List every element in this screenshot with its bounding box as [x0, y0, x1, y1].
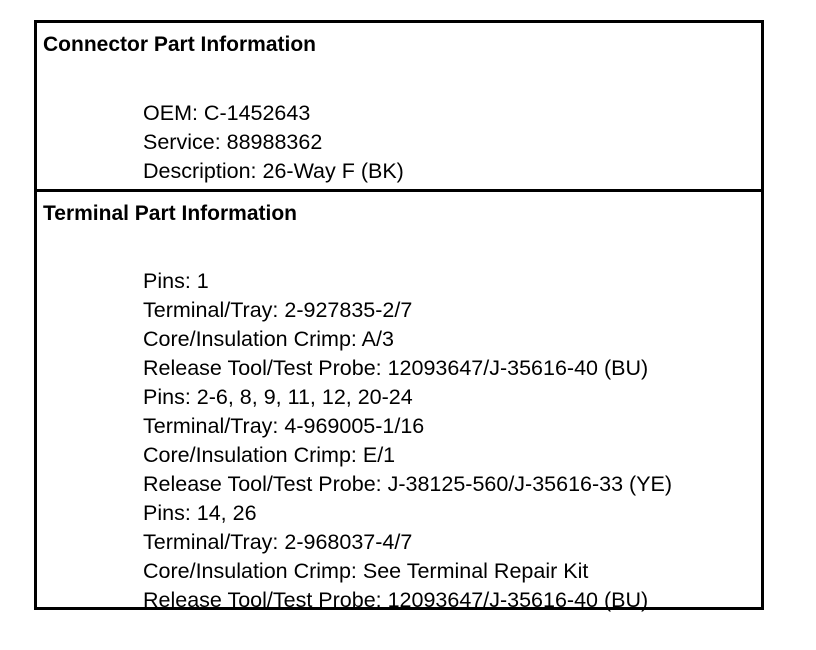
terminal-section-title: Terminal Part Information: [43, 202, 297, 225]
connector-info-list: [143, 99, 404, 186]
terminal-tray-line: Terminal/Tray: 2-927835-2/7: [143, 298, 413, 322]
terminal-info-list: [143, 267, 672, 615]
terminal-crimp-line: Core/Insulation Crimp: See Terminal Repair Kit: [143, 559, 589, 583]
connector-oem-line: OEM: C-1452643: [143, 101, 311, 125]
part-information-table: [34, 20, 764, 610]
connector-service-line: Service: 88988362: [143, 130, 323, 154]
terminal-crimp-line: Core/Insulation Crimp: A/3: [143, 327, 394, 351]
connector-part-section: [37, 23, 761, 189]
terminal-pins-line: Pins: 14, 26: [143, 501, 257, 525]
terminal-tray-line: Terminal/Tray: 2-968037-4/7: [143, 530, 413, 554]
terminal-pins-line: Pins: 2-6, 8, 9, 11, 12, 20-24: [143, 385, 413, 409]
connector-description-line: Description: 26-Way F (BK): [143, 159, 404, 183]
terminal-tray-line: Terminal/Tray: 4-969005-1/16: [143, 414, 425, 438]
terminal-release-tool-line: Release Tool/Test Probe: 12093647/J-35616-40 (BU): [143, 356, 649, 380]
terminal-crimp-line: Core/Insulation Crimp: E/1: [143, 443, 396, 467]
terminal-pins-line: Pins: 1: [143, 269, 209, 293]
terminal-release-tool-line: Release Tool/Test Probe: 12093647/J-35616-40 (BU): [143, 588, 649, 612]
terminal-part-section: [37, 189, 761, 612]
connector-section-title: Connector Part Information: [43, 33, 317, 56]
terminal-release-tool-line: Release Tool/Test Probe: J-38125-560/J-35616-33 (YE): [143, 472, 673, 496]
